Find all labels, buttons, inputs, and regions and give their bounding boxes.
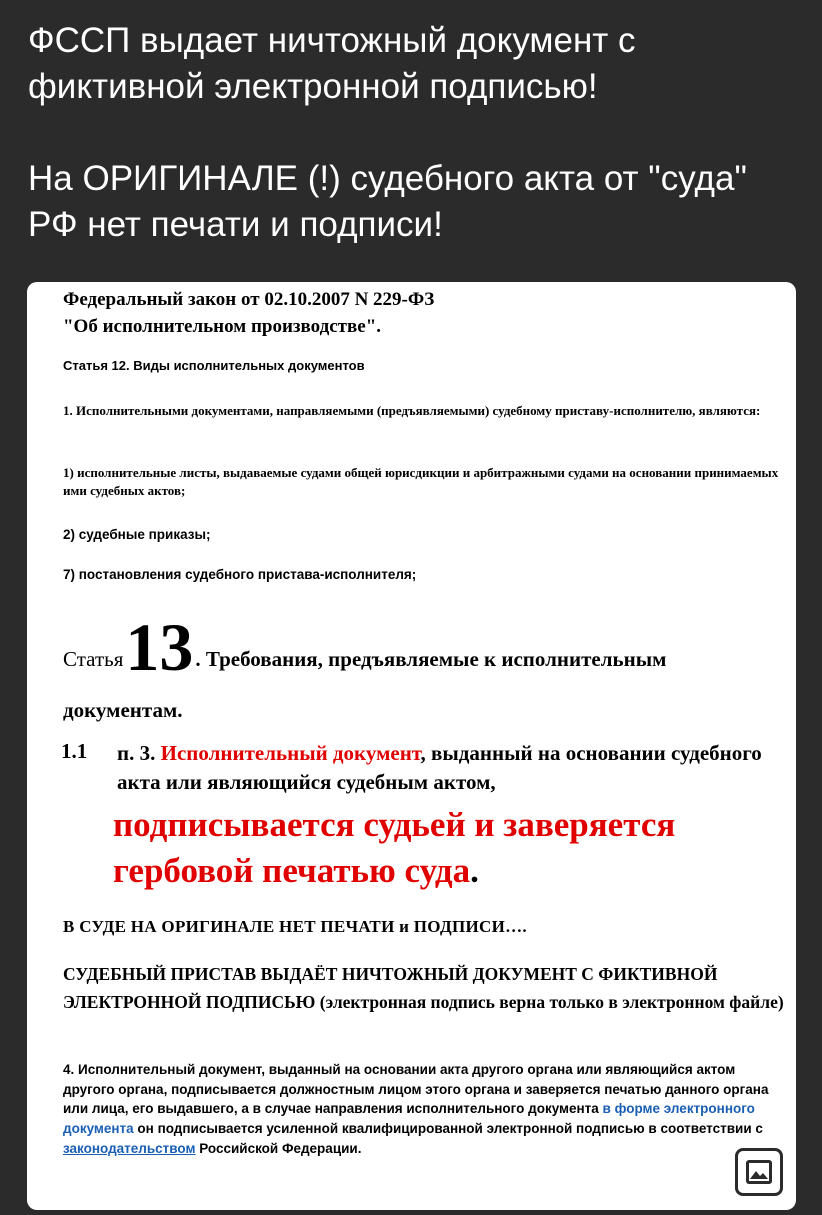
- article-12-item-1: 1) исполнительные листы, выдаваемые судами общей юрисдикции и арбитражными судами на основании принимаемых ими судебных актов;: [63, 465, 779, 498]
- article-13-number: 13: [125, 609, 194, 685]
- article-12-item-2: 2) судебные приказы;: [63, 527, 211, 542]
- art4-part-1: 4. Исполнительный документ, выданный на основании акта другого органа или являющийся актом другого органа, подписывается должностным лицом этого органа и заверяется печатью данного органа или лица, его выдавшего, а в случае направления исполнительного документа: [63, 1062, 769, 1117]
- article-13-p3: [117, 739, 777, 797]
- article-12-paragraph-1: 1. Исполнительными документами, направляемыми (предъявляемыми) судебному приставу-исполнителю, являются:: [63, 403, 761, 418]
- art4-part-2: он подписывается усиленной квалифицированной электронной подписью в соответствии с: [133, 1121, 763, 1137]
- article-paragraph-4: [63, 1060, 773, 1159]
- law-title: [63, 286, 434, 340]
- p3-red-text: Исполнительный документ: [160, 741, 421, 765]
- bailiff-statement: СУДЕБНЫЙ ПРИСТАВ ВЫДАЁТ НИЧТОЖНЫЙ ДОКУМЕНТ С ФИКТИВНОЙ ЭЛЕКТРОННОЙ ПОДПИСЬЮ (электронная подпись верна только в электронном файле): [63, 964, 784, 1012]
- art4-part-3: Российской Федерации.: [195, 1140, 362, 1156]
- art4-blue-text: в форме электронного документа: [63, 1101, 755, 1137]
- signature-seal-requirement: [113, 802, 793, 894]
- law-title-line-2: "Об исполнительном производстве".: [63, 316, 382, 337]
- legislation-link[interactable]: законодательством: [63, 1140, 196, 1156]
- law-title-line-1: Федеральный закон от 02.10.2007 N 229-ФЗ: [63, 289, 435, 310]
- image-icon-glyph: [744, 1157, 774, 1187]
- post-text: [28, 18, 798, 248]
- post-line-4: РФ нет печати и подписи!: [28, 205, 443, 244]
- no-seal-statement: В СУДЕ НА ОРИГИНАЛЕ НЕТ ПЕЧАТИ и ПОДПИСИ….: [63, 917, 527, 936]
- article-12-heading: Статья 12. Виды исполнительных документов: [63, 358, 365, 373]
- post-line-1: ФССП выдает ничтожный документ с: [28, 21, 636, 60]
- article-13-title-end: документам.: [63, 698, 183, 722]
- post-line-3: На ОРИГИНАЛЕ (!) судебного акта от "суда": [28, 159, 747, 198]
- item-number: 1.1: [61, 739, 88, 763]
- article-13-title: . Требования, предъявляемые к исполнительным: [195, 647, 667, 671]
- document-image[interactable]: [27, 282, 796, 1210]
- big-red-text: подписывается судьей и заверяется гербовой печатью суда: [113, 805, 676, 890]
- image-icon[interactable]: [735, 1148, 783, 1196]
- big-red-dot: .: [470, 851, 479, 890]
- post-line-2: фиктивной электронной подписью!: [28, 67, 598, 106]
- article-12-item-7: 7) постановления судебного пристава-исполнителя;: [63, 567, 417, 582]
- article-13-heading: [63, 609, 783, 725]
- p3-prefix: п. 3.: [117, 741, 161, 765]
- p3-rest: , выданный на основании судебного акта или являющийся судебным актом,: [117, 741, 762, 794]
- article-13-word: Статья: [63, 647, 124, 671]
